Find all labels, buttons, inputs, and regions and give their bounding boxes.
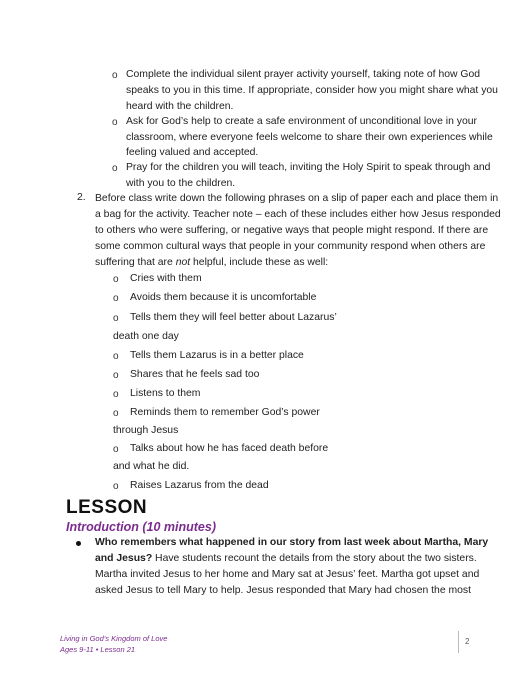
prep-text-line: feeling valued and accepted. <box>126 147 259 158</box>
prep-text-line: a bag for the activity. Teacher note – each of these includes either how Jesus responded <box>95 209 501 220</box>
lesson-bullet-line <box>95 552 477 565</box>
lesson-bullet-line <box>95 536 488 549</box>
phrase-item: Reminds them to remember God’s power <box>130 407 320 418</box>
lesson-bullet-line: Martha invited Jesus to her home and Mary sat at Jesus’ feet. Martha got upset and <box>95 569 480 580</box>
lesson-bullet-line: asked Jesus to tell Mary to help. Jesus responded that Mary had chosen the most <box>95 585 471 596</box>
prep-text-line: Pray for the children you will teach, inviting the Holy Spirit to speak through and <box>126 162 491 173</box>
text-run: Have students recount the details from the story about the two sisters. <box>152 553 477 564</box>
prep-text-line: Complete the individual silent prayer activity yourself, taking note of how God <box>126 69 481 80</box>
sub-bullet-marker: o <box>112 163 118 174</box>
phrase-marker: o <box>113 481 119 492</box>
italic-text-run: not <box>175 257 191 268</box>
phrase-marker: o <box>113 274 119 285</box>
prep-text-line: with you to the children. <box>126 178 236 189</box>
phrase-item: Tells them they will feel better about Lazarus’ <box>130 312 337 323</box>
phrase-item: Tells them Lazarus is in a better place <box>130 350 304 361</box>
phrase-item-continuation: through Jesus <box>113 425 179 436</box>
phrase-item-continuation: and what he did. <box>113 461 190 472</box>
phrase-marker: o <box>113 293 119 304</box>
bullet-dot <box>76 541 81 546</box>
footer-title: Living in God’s Kingdom of Love <box>60 634 168 643</box>
phrase-item: Shares that he feels sad too <box>130 369 260 380</box>
phrase-marker: o <box>113 370 119 381</box>
prep-text-line: some common cultural ways that people in your community respond when others are <box>95 241 486 252</box>
prep-text-line: Before class write down the following phrases on a slip of paper each and place them in <box>95 193 499 204</box>
phrase-item-continuation: death one day <box>113 331 179 342</box>
text-run: suffering that are <box>95 257 176 268</box>
page-number: 2 <box>465 637 470 646</box>
phrase-marker: o <box>113 408 119 419</box>
lesson-heading: LESSON <box>66 497 148 518</box>
prep-text-line: to others who were suffering, or negative ways that people might respond. If there are <box>95 225 489 236</box>
footer-divider <box>458 631 459 653</box>
sub-bullet-marker: o <box>112 70 118 81</box>
phrase-item: Listens to them <box>130 388 201 399</box>
prep-text-line: Ask for God’s help to create a safe environment of unconditional love in your <box>126 116 477 127</box>
phrase-item: Talks about how he has faced death before <box>130 443 329 454</box>
phrase-item: Avoids them because it is uncomfortable <box>130 292 317 303</box>
prep-text-line <box>95 256 328 269</box>
phrase-marker: o <box>113 351 119 362</box>
bold-question: and Jesus? <box>95 553 153 564</box>
phrase-marker: o <box>113 389 119 400</box>
bold-question: Who remembers what happened in our story from last week about Martha, Mary <box>95 537 489 548</box>
prep-text-line: classroom, where everyone feels welcome to share their own experiences while <box>126 132 493 143</box>
list-number: 2. <box>77 192 86 203</box>
footer-subtitle: Ages 9-11 • Lesson 21 <box>60 645 136 654</box>
prep-text-line: speaks to you in this time. If appropriate, consider how you might share what you <box>126 85 498 96</box>
text-run: helpful, include these as well: <box>190 257 329 268</box>
sub-bullet-marker: o <box>112 117 118 128</box>
section-heading: Introduction (10 minutes) <box>66 520 216 534</box>
phrase-item: Raises Lazarus from the dead <box>130 480 269 491</box>
prep-text-line: heard with the children. <box>126 101 234 112</box>
phrase-item: Cries with them <box>130 273 202 284</box>
phrase-marker: o <box>113 444 119 455</box>
phrase-marker: o <box>113 313 119 324</box>
